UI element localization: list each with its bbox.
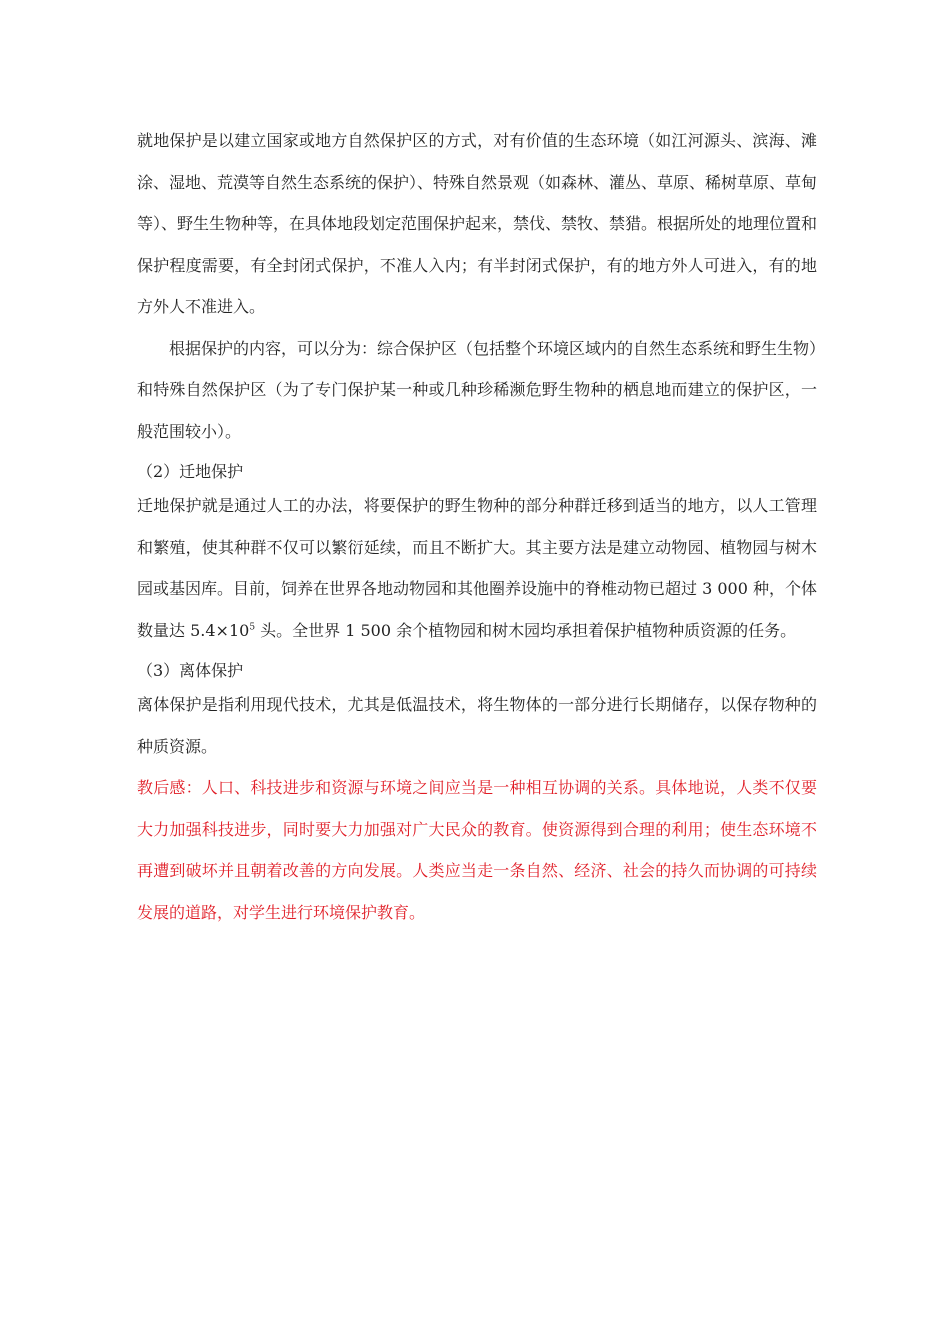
paragraph-reserve-types: 根据保护的内容，可以分为：综合保护区（包括整个环境区域内的自然生态系统和野生生物）和特殊自然保护区（为了专门保护某一种或几种珍稀濒危野生物种的栖息地而建立的保护区，一般范围较小）。 [137,338,818,441]
paragraph-in-situ-conservation: 就地保护是以建立国家或地方自然保护区的方式，对有价值的生态环境（如江河源头、滨海、滩涂、湿地、荒漠等自然生态系统的保护）、特殊自然景观（如森林、灌丛、草原、稀树草原、草甸等）、野生生物种等，在具体地段划定范围保护起来，禁伐、禁牧、禁猎。根据所处的地理位置和保护程度需要，有全封闭式保护，不准人入内；有半封闭式保护，有的地方外人可进入，有的地方外人不准进入。 [137,131,818,316]
heading-in-vitro-conservation: （3）离体保护 [137,661,244,680]
document-body [137,120,817,933]
teaching-reflection: 教后感：人口、科技进步和资源与环境之间应当是一种相互协调的关系。具体地说，人类不仅要大力加强科技进步，同时要大力加强对广大民众的教育。使资源得到合理的利用；使生态环境不再遭到破坏并且朝着改善的方向发展。人类应当走一条自然、经济、社会的持久而协调的可持续发展的道路，对学生进行环境保护教育。 [137,778,817,922]
paragraph-ex-situ-text-b: 头。全世界 1 500 余个植物园和树木园均承担着保护植物种质资源的任务。 [255,620,797,640]
exponent-superscript: 5 [249,622,256,633]
paragraph-ex-situ-conservation [137,485,817,651]
paragraph-ex-situ-text-a: 迁地保护就是通过人工的办法，将要保护的野生物种的部分种群迁移到适当的地方，以人工管理和繁殖，使其种群不仅可以繁衍延续，而且不断扩大。其主要方法是建立动物园、植物园与树木园或基因库。目前，饲养在世界各地动物园和其他圈养设施中的脊椎动物已超过 3 000 种，个体数量达 5.4×10 [137,496,817,640]
paragraph-in-vitro-conservation: 离体保护是指利用现代技术，尤其是低温技术，将生物体的一部分进行长期储存，以保存物种的种质资源。 [137,695,817,756]
heading-ex-situ-conservation: （2）迁地保护 [137,462,244,481]
